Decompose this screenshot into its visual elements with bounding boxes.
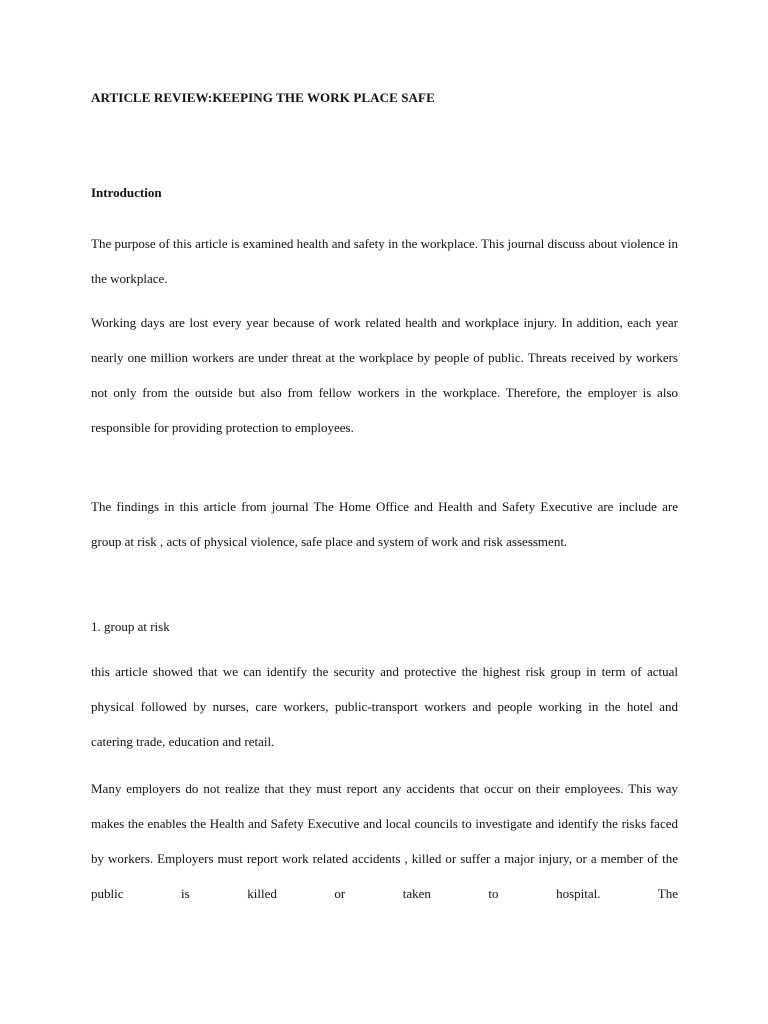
paragraph-purpose: The purpose of this article is examined health and safety in the workplace. This journal discuss about violence in the workplace. bbox=[91, 236, 678, 286]
paragraph-working-days: Working days are lost every year because of work related health and workplace injury. In addition, each year nearly one million workers are under threat at the workplace by people of public. Threats received by workers not only from the outside but also from fellow workers in the workplace. Therefore, the employer is also responsible for providing protection to employees. bbox=[91, 315, 678, 435]
paragraph-reporting: Many employers do not realize that they must report any accidents that occur on their employees. This way makes the enables the Health and Safety Executive and local councils to investigate and identify the risks faced by workers. Employers must report work related accidents , killed or suffer a major injury, or a member of the public is killed or taken to hospital. The bbox=[91, 781, 678, 901]
paragraph-findings: The findings in this article from journal The Home Office and Health and Safety Executive are include are group at risk , acts of physical violence, safe place and system of work and risk assessment. bbox=[91, 499, 678, 549]
paragraph-risk-groups: this article showed that we can identify the security and protective the highest risk group in term of actual physical followed by nurses, care workers, public-transport workers and people working in the hotel and catering trade, education and retail. bbox=[91, 664, 678, 749]
list-heading-group-at-risk: 1. group at risk bbox=[91, 619, 170, 634]
section-heading-introduction: Introduction bbox=[91, 185, 162, 200]
document-title: ARTICLE REVIEW:KEEPING THE WORK PLACE SAFE bbox=[91, 90, 435, 105]
